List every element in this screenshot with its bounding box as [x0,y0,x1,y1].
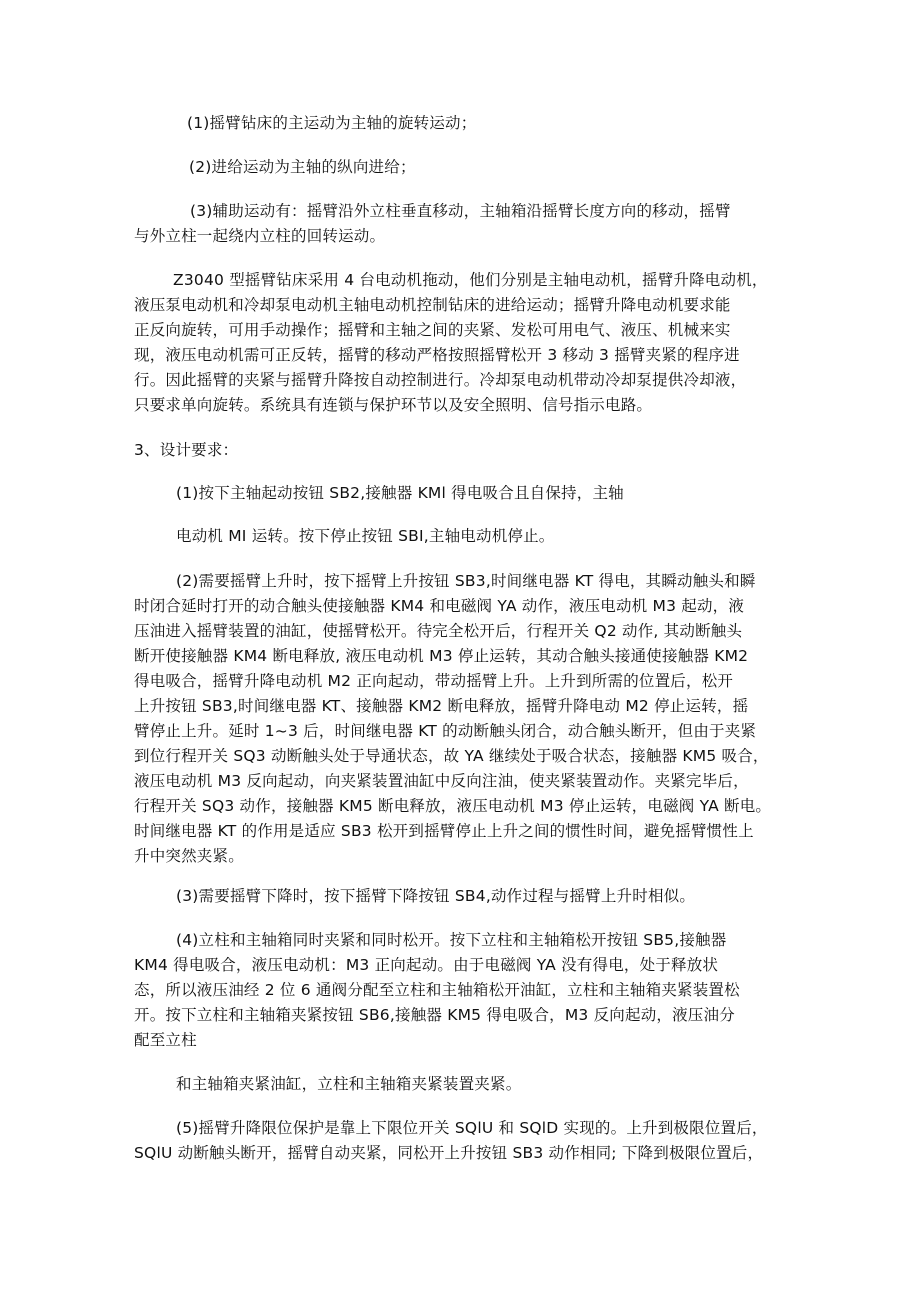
paragraph-line: Z3040 型摇臂钻床采用 4 台电动机拖动，他们分别是主轴电动机，摇臂升降电动机， [173,271,768,289]
paragraph-line: (2)进给运动为主轴的纵向进给； [189,158,416,176]
paragraph-line: 与外立柱一起绕内立柱的回转运动。 [134,227,386,245]
paragraph-line: 时间继电器 KT 的作用是适应 SB3 松开到摇臂停止上升之间的惯性时间，避免摇臂惯性上 [134,822,754,840]
paragraph-line: 行程开关 SQ3 动作，接触器 KM5 断电释放，液压电动机 M3 停止运转，电磁阀 YA 断电。 [134,797,772,815]
paragraph-line: 和主轴箱夹紧油缸，立柱和主轴箱夹紧装置夹紧。 [176,1075,522,1093]
paragraph-line: (3)辅助运动有：摇臂沿外立柱垂直移动，主轴箱沿摇臂长度方向的移动，摇臂 [190,202,731,220]
paragraph-line: 时闭合延时打开的动合触头使接触器 KM4 和电磁阀 YA 动作，液压电动机 M3 起动，液 [134,597,745,615]
paragraph-line: KM4 得电吸合，液压电动机：M3 正向起动。由于电磁阀 YA 没有得电，处于释放状 [134,956,719,974]
paragraph-line: 电动机 MI 运转。按下停止按钮 SBI,主轴电动机停止。 [176,527,555,545]
paragraph-line: 得电吸合，摇臂升降电动机 M2 正向起动，带动摇臂上升。上升到所需的位置后，松开 [134,672,734,690]
section-heading: 3、设计要求： [134,441,239,459]
paragraph-line: 配至立柱 [134,1031,197,1049]
paragraph-line: (1)摇臂钻床的主运动为主轴的旋转运动； [187,114,477,132]
paragraph-line: (5)摇臂升降限位保护是靠上下限位开关 SQlU 和 SQlD 实现的。上升到极限位置后， [176,1119,768,1137]
paragraph-line: 只要求单向旋转。系统具有连锁与保护环节以及安全照明、信号指示电路。 [134,396,653,414]
paragraph-line: (4)立柱和主轴箱同时夹紧和同时松开。按下立柱和主轴箱松开按钮 SB5,接触器 [176,931,727,949]
paragraph-line: 上升按钮 SB3,时间继电器 KT、接触器 KM2 断电释放，摇臂升降电动 M2 停止运转，摇 [134,697,749,715]
paragraph-line: 行。因此摇臂的夹紧与摇臂升降按自动控制进行。冷却泵电动机带动冷却泵提供冷却液， [134,371,747,389]
paragraph-line: 到位行程开关 SQ3 动断触头处于导通状态，故 YA 继续处于吸合状态，接触器 KM5 吸合， [134,747,769,765]
paragraph-line: SQlU 动断触头断开，摇臂自动夹紧，同松开上升按钮 SB3 动作相同; 下降到极限位置后， [134,1144,764,1162]
paragraph-line: (3)需要摇臂下降时，按下摇臂下降按钮 SB4,动作过程与摇臂上升时相似。 [176,887,696,905]
paragraph-line: 液压电动机 M3 反向起动，向夹紧装置油缸中反向注油，使夹紧装置动作。夹紧完毕后， [134,772,749,790]
paragraph-line: 正反向旋转，可用手动操作；摇臂和主轴之间的夹紧、发松可用电气、液压、机械来实 [134,321,731,339]
paragraph-line: 断开使接触器 KM4 断电释放, 液压电动机 M3 停止运转，其动合触头接通使接触器 KM2 [134,647,749,665]
paragraph-line: 态，所以液压油经 2 位 6 通阀分配至立柱和主轴箱松开油缸，立柱和主轴箱夹紧装置松 [134,981,740,999]
paragraph-line: 液压泵电动机和冷却泵电动机主轴电动机控制钻床的进给运动；摇臂升降电动机要求能 [134,296,731,314]
paragraph-line: 开。按下立柱和主轴箱夹紧按钮 SB6,接触器 KM5 得电吸合，M3 反向起动，液压油分 [134,1006,735,1024]
paragraph-line: 压油进入摇臂装置的油缸，使摇臂松开。待完全松开后，行程开关 Q2 动作, 其动断触头 [134,622,743,640]
paragraph-line: 臂停止上升。延时 1~3 后，时间继电器 KT 的动断触头闭合，动合触头断开，但由于夹紧 [134,722,757,740]
paragraph-line: (2)需要摇臂上升时，按下摇臂上升按钮 SB3,时间继电器 KT 得电，其瞬动触头和瞬 [176,572,756,590]
paragraph-line: 升中突然夹紧。 [134,847,244,865]
paragraph-line: 现，液压电动机需可正反转，摇臂的移动严格按照摇臂松开 3 移动 3 摇臂夹紧的程序进 [134,346,740,364]
paragraph-line: (1)按下主轴起动按钮 SB2,接触器 KMl 得电吸合且自保持，主轴 [176,484,624,502]
